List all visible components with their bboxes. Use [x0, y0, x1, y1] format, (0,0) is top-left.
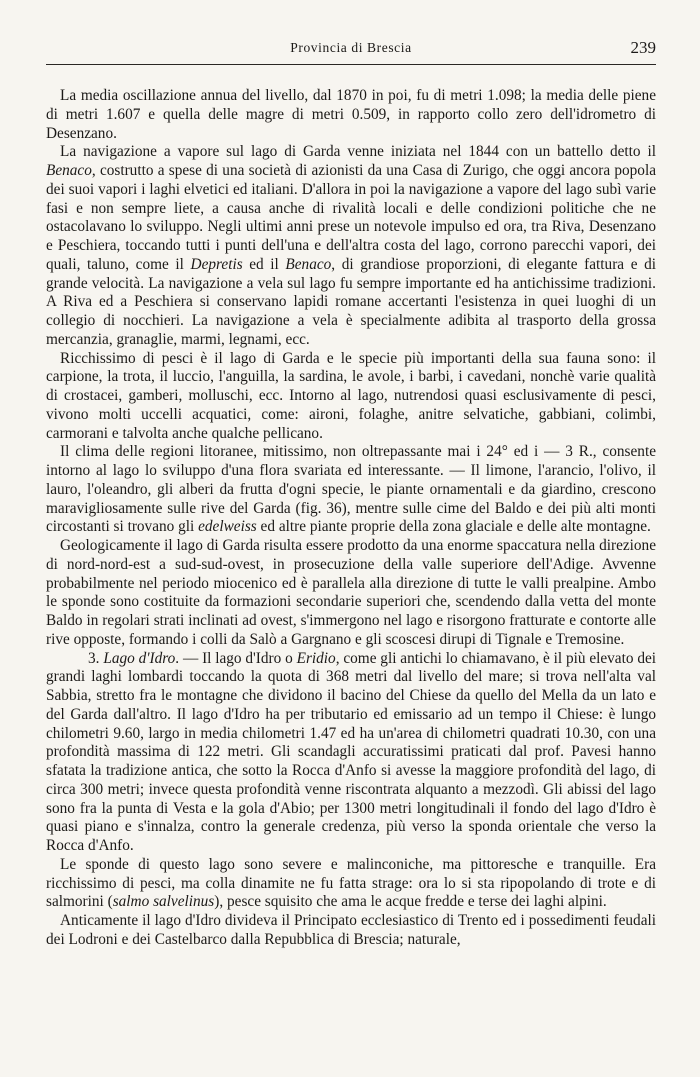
- species-name: salmo salvelinus: [112, 893, 215, 911]
- ship-name: Benaco: [285, 255, 332, 273]
- section-number: 3.: [88, 649, 104, 667]
- paragraph-shores: [46, 856, 656, 912]
- paragraph-text: Anticamente il lago d'Idro divideva il Principato ecclesiastico di Trento ed i possedimenti feudali dei Lodroni e dei Castelbarco dalla Repubblica di Brescia; naturale,: [46, 912, 656, 948]
- page-number: 239: [630, 38, 656, 57]
- paragraph-text: ), pesce squisito che ama le acque fredde e terse dei laghi alpini.: [214, 893, 607, 911]
- paragraph-navigation: [46, 143, 656, 349]
- paragraph-text: La media oscillazione annua del livello, dal 1870 in poi, fu di metri 1.098; la media delle piene di metri 1.607 e quella delle magre di metri 0.509, in rapporto collo zero dell'idrometro di Desenzano.: [46, 87, 656, 142]
- paragraph-text: ed il: [242, 255, 286, 273]
- paragraph-lago-idro: [46, 650, 656, 856]
- paragraph-text: , costrutto a spese di una società di azionisti da una Casa di Zurigo, che oggi ancora popola dei suoi vapori i laghi elvetici ed italiani. D'allora in poi la navigazione a vapore del lago subì varie fasi e non sempre liete, a causa anche di rivalità locali e delle condizioni politiche che ne ostacolavano lo sviluppo. Negli ultimi anni prese un notevole impulso ed ora, tra Riva, Desenzano e Peschiera, toccando tutti i punti dell'una e dell'altra costa del lago, corrono parecchi vapori, dei quali, taluno, come il: [46, 162, 656, 273]
- paragraph-climate: [46, 443, 656, 537]
- paragraph-text: Le sponde di questo lago sono severe e malinconiche, ma pittoresche e tranquille. Era ricchissimo di pesci, ma colla dinamite ne fu fatta strage: ora lo si sta ripopolando di trote e di salmorini (: [46, 855, 656, 911]
- running-title: Provincia di Brescia: [290, 40, 412, 55]
- plant-name: edelweiss: [198, 518, 257, 536]
- paragraph-water-level: [46, 87, 656, 143]
- section-title: Lago d'Idro: [103, 649, 176, 667]
- paragraph-text: ed altre piante proprie della zona glaciale e delle alte montagne.: [256, 518, 651, 536]
- paragraph-text: , come gli antichi lo chiamavano, è il più elevato dei grandi laghi lombardi toccando la quota di 368 metri dal livello del mare; si trova nell'alta val Sabbia, stretto fra le montagne che dividono il bacino del Chiese da quello del Mella da un lato e del Garda dall'altro. Il lago d'Idro ha per tributario ed emissario ad un tempo il Chiese: è lungo chilometri 9.60, largo in media chilometri 1.47 ed ha un'area di chilometri quadrati 10.30, con una profondità massima di 122 metri. Gli scandagli accuratissimi praticati dal prof. Pavesi hanno sfatata la tradizione antica, che sotto la Rocca d'Anfo si avesse la maggiore profondità del lago, di circa 300 metri; invece questa profondità venne riscontrata alquanto a mezzodì. Gli abissi del lago sono fra la punta di Vesta e la gola d'Abio; per 1300 metri longitudinali il fondo del lago d'Idro è quasi piano e s'innalza, contro la generale credenza, più verso la sponda orientale che verso la Rocca d'Anfo.: [46, 649, 657, 854]
- ancient-name: Eridio: [296, 649, 336, 667]
- paragraph-text: Il clima delle regioni litoranee, mitissimo, non oltrepassante mai i 24° ed i — 3 R., consente intorno al lago lo sviluppo d'una flora svariata ed interessante. — Il limone, l'arancio, l'olivo, il lauro, l'oleandro, gli alberi da frutta d'ogni specie, le piante ornamentali e da giardino, crescono maravigliosamente sulle rive del Garda (fig. 36), mentre sulle cime del Baldo e dei più alti monti circostanti si trovano gli: [46, 443, 656, 536]
- body-text: [46, 87, 656, 950]
- paragraph-geology: [46, 537, 656, 650]
- paragraph-text: . — Il lago d'Idro o: [175, 649, 297, 667]
- paragraph-text: Geologicamente il lago di Garda risulta essere prodotto da una enorme spaccatura nella direzione di nord-nord-est a sud-sud-ovest, in prosecuzione della valle superiore dell'Adige. Avvenne probabilmente nel periodo miocenico ed è parallela alla direzione di tutte le valli prealpine. Ambo le sponde sono costituite da formazioni secondarie superiori che, scendendo dalla vetta del monte Baldo in regolari strati inclinati ad ovest, s'immergono nel lago e risorgono fratturate e contorte alle rive opposte, formando i colli da Salò a Gargnano e gli scoscesi dirupi di Tignale e Tremosine.: [46, 537, 656, 648]
- ship-name: Depretis: [190, 255, 243, 273]
- paragraph-text: Ricchissimo di pesci è il lago di Garda e le specie più importanti della sua fauna sono: il carpione, la trota, il luccio, l'anguilla, la sardina, le avole, i barbi, i cavedani, nonchè varie qualità di crostacei, gamberi, molluschi, ecc. Intorno al lago, nutrendosi quasi esclusivamente di pesci, vivono molti uccelli acquatici, come: aironi, folaghe, anitre selvatiche, gabbiani, colimbi, carmorani e talvolta anche qualche pellicano.: [46, 349, 656, 442]
- ship-name: Benaco: [46, 162, 92, 179]
- header-rule: [46, 64, 656, 65]
- book-page: [46, 38, 656, 950]
- paragraph-text: , di grandiose proporzioni, di elegante fattura e di grande velocità. La navigazione a vela sul lago fu sempre importante ed ha antichissime tradizioni. A Riva ed a Peschiera si conservano lapidi romane accertanti l'esistenza in quei luoghi di un collegio di nocchieri. La navigazione a vela è specialmente adibita al trasporto della grossa mercanzia, granaglie, marmi, legnami, ecc.: [46, 255, 656, 348]
- paragraph-history: [46, 912, 656, 950]
- running-header: [46, 38, 656, 62]
- paragraph-text: La navigazione a vapore sul lago di Garda venne iniziata nel 1844 con un battello detto il: [60, 143, 656, 161]
- paragraph-fauna: [46, 350, 656, 444]
